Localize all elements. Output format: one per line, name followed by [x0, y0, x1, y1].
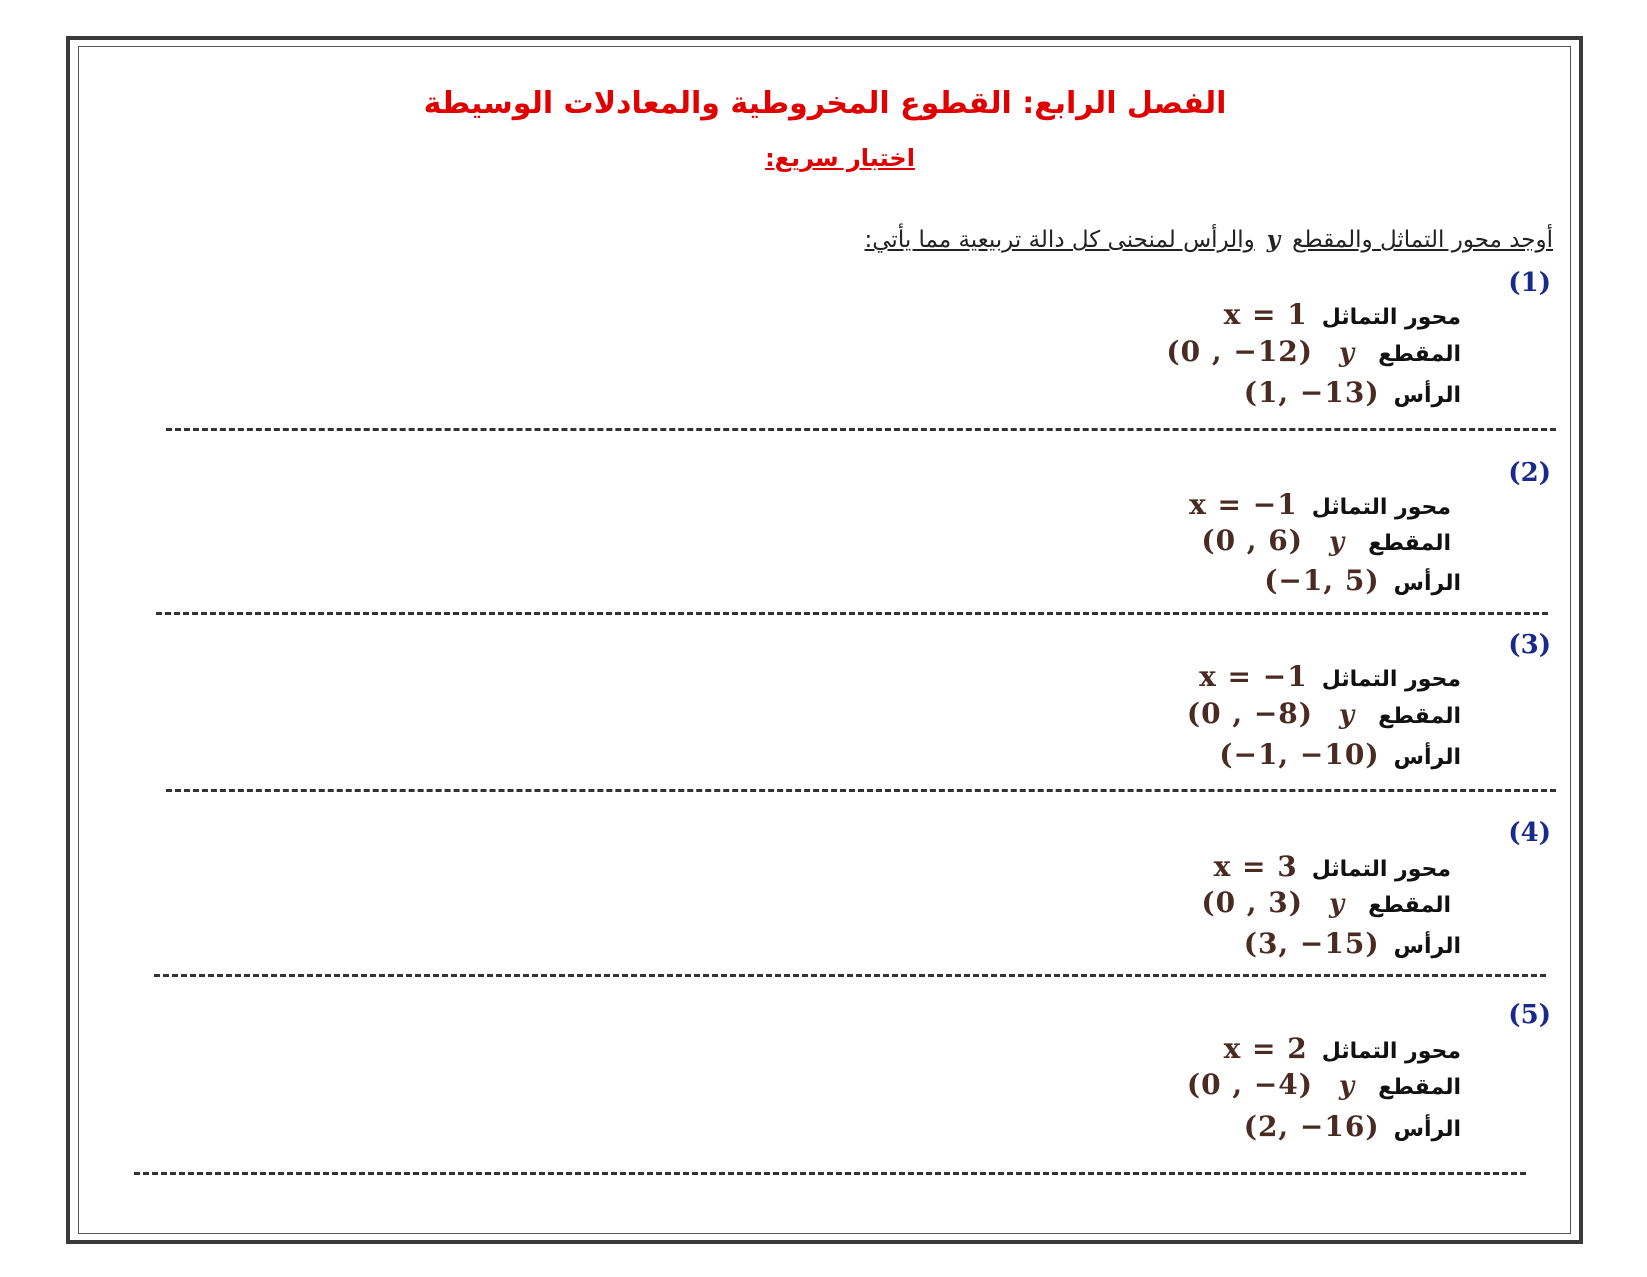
intercept-label: المقطع — [1378, 342, 1461, 367]
axis-value: x = 2 — [1223, 1032, 1308, 1065]
vertex-row — [1244, 376, 1461, 409]
separator-line — [134, 1172, 1526, 1175]
vertex-label: الرأس — [1393, 571, 1461, 596]
question-number: (4) — [1508, 818, 1551, 848]
axis-label: محور التماثل — [1321, 305, 1461, 330]
vertex-row — [1244, 927, 1461, 960]
intercept-value: (0 , 6) — [1201, 524, 1304, 557]
intercept-label: المقطع — [1378, 1075, 1461, 1100]
axis-row — [1199, 660, 1461, 693]
intercept-row — [1166, 335, 1461, 368]
separator-line — [166, 789, 1556, 792]
axis-value: x = −1 — [1189, 488, 1298, 521]
instruction-var: y — [1266, 226, 1281, 253]
vertex-value: (2, −16) — [1243, 1110, 1380, 1143]
intercept-row — [1187, 697, 1461, 730]
question-number: (2) — [1508, 458, 1551, 488]
question-number: (5) — [1508, 1000, 1551, 1030]
axis-value: x = 3 — [1213, 850, 1298, 883]
axis-label: محور التماثل — [1321, 1039, 1461, 1064]
intercept-row — [1201, 524, 1451, 557]
vertex-row — [1264, 564, 1461, 597]
axis-row — [1214, 850, 1451, 883]
instruction — [865, 226, 1554, 253]
question-number: (3) — [1508, 630, 1551, 660]
quiz-subtitle-text: اختبار سريع: — [765, 144, 915, 172]
question-number: (1) — [1508, 268, 1551, 298]
vertex-label: الرأس — [1393, 383, 1461, 408]
axis-label: محور التماثل — [1321, 667, 1461, 692]
axis-row — [1224, 298, 1461, 331]
intercept-var: y — [1339, 338, 1355, 368]
intercept-value: (0 , 3) — [1201, 886, 1304, 919]
intercept-row — [1187, 1068, 1461, 1101]
vertex-label: الرأس — [1393, 934, 1461, 959]
axis-row — [1189, 488, 1451, 521]
separator-line — [156, 612, 1548, 615]
axis-label: محور التماثل — [1311, 857, 1451, 882]
intercept-label: المقطع — [1368, 531, 1451, 556]
quiz-subtitle — [500, 144, 1180, 172]
intercept-value: (0 , −8) — [1186, 697, 1314, 730]
intercept-label: المقطع — [1368, 893, 1451, 918]
intercept-var: y — [1329, 889, 1345, 919]
vertex-label: الرأس — [1393, 745, 1461, 770]
instruction-part2: والرأس لمنحنى كل دالة تربيعية مما يأتي: — [864, 227, 1255, 253]
axis-value: x = −1 — [1199, 660, 1308, 693]
axis-value: x = 1 — [1223, 298, 1308, 331]
intercept-value: (0 , −12) — [1166, 335, 1314, 368]
vertex-row — [1244, 1110, 1461, 1143]
intercept-var: y — [1339, 1071, 1355, 1101]
chapter-title: الفصل الرابع: القطوع المخروطية والمعادلات الوسيطة — [423, 86, 1227, 121]
separator-line — [166, 428, 1556, 431]
instruction-part1: أوجد محور التماثل والمقطع — [1292, 227, 1553, 253]
intercept-var: y — [1329, 527, 1345, 557]
intercept-var: y — [1339, 700, 1355, 730]
axis-row — [1224, 1032, 1461, 1065]
intercept-value: (0 , −4) — [1186, 1068, 1314, 1101]
intercept-label: المقطع — [1378, 704, 1461, 729]
vertex-label: الرأس — [1393, 1117, 1461, 1142]
intercept-row — [1201, 886, 1451, 919]
separator-line — [154, 974, 1546, 977]
axis-label: محور التماثل — [1311, 495, 1451, 520]
vertex-value: (−1, 5) — [1264, 564, 1380, 597]
vertex-value: (−1, −10) — [1219, 738, 1380, 771]
vertex-row — [1219, 738, 1461, 771]
vertex-value: (1, −13) — [1243, 376, 1380, 409]
vertex-value: (3, −15) — [1243, 927, 1380, 960]
